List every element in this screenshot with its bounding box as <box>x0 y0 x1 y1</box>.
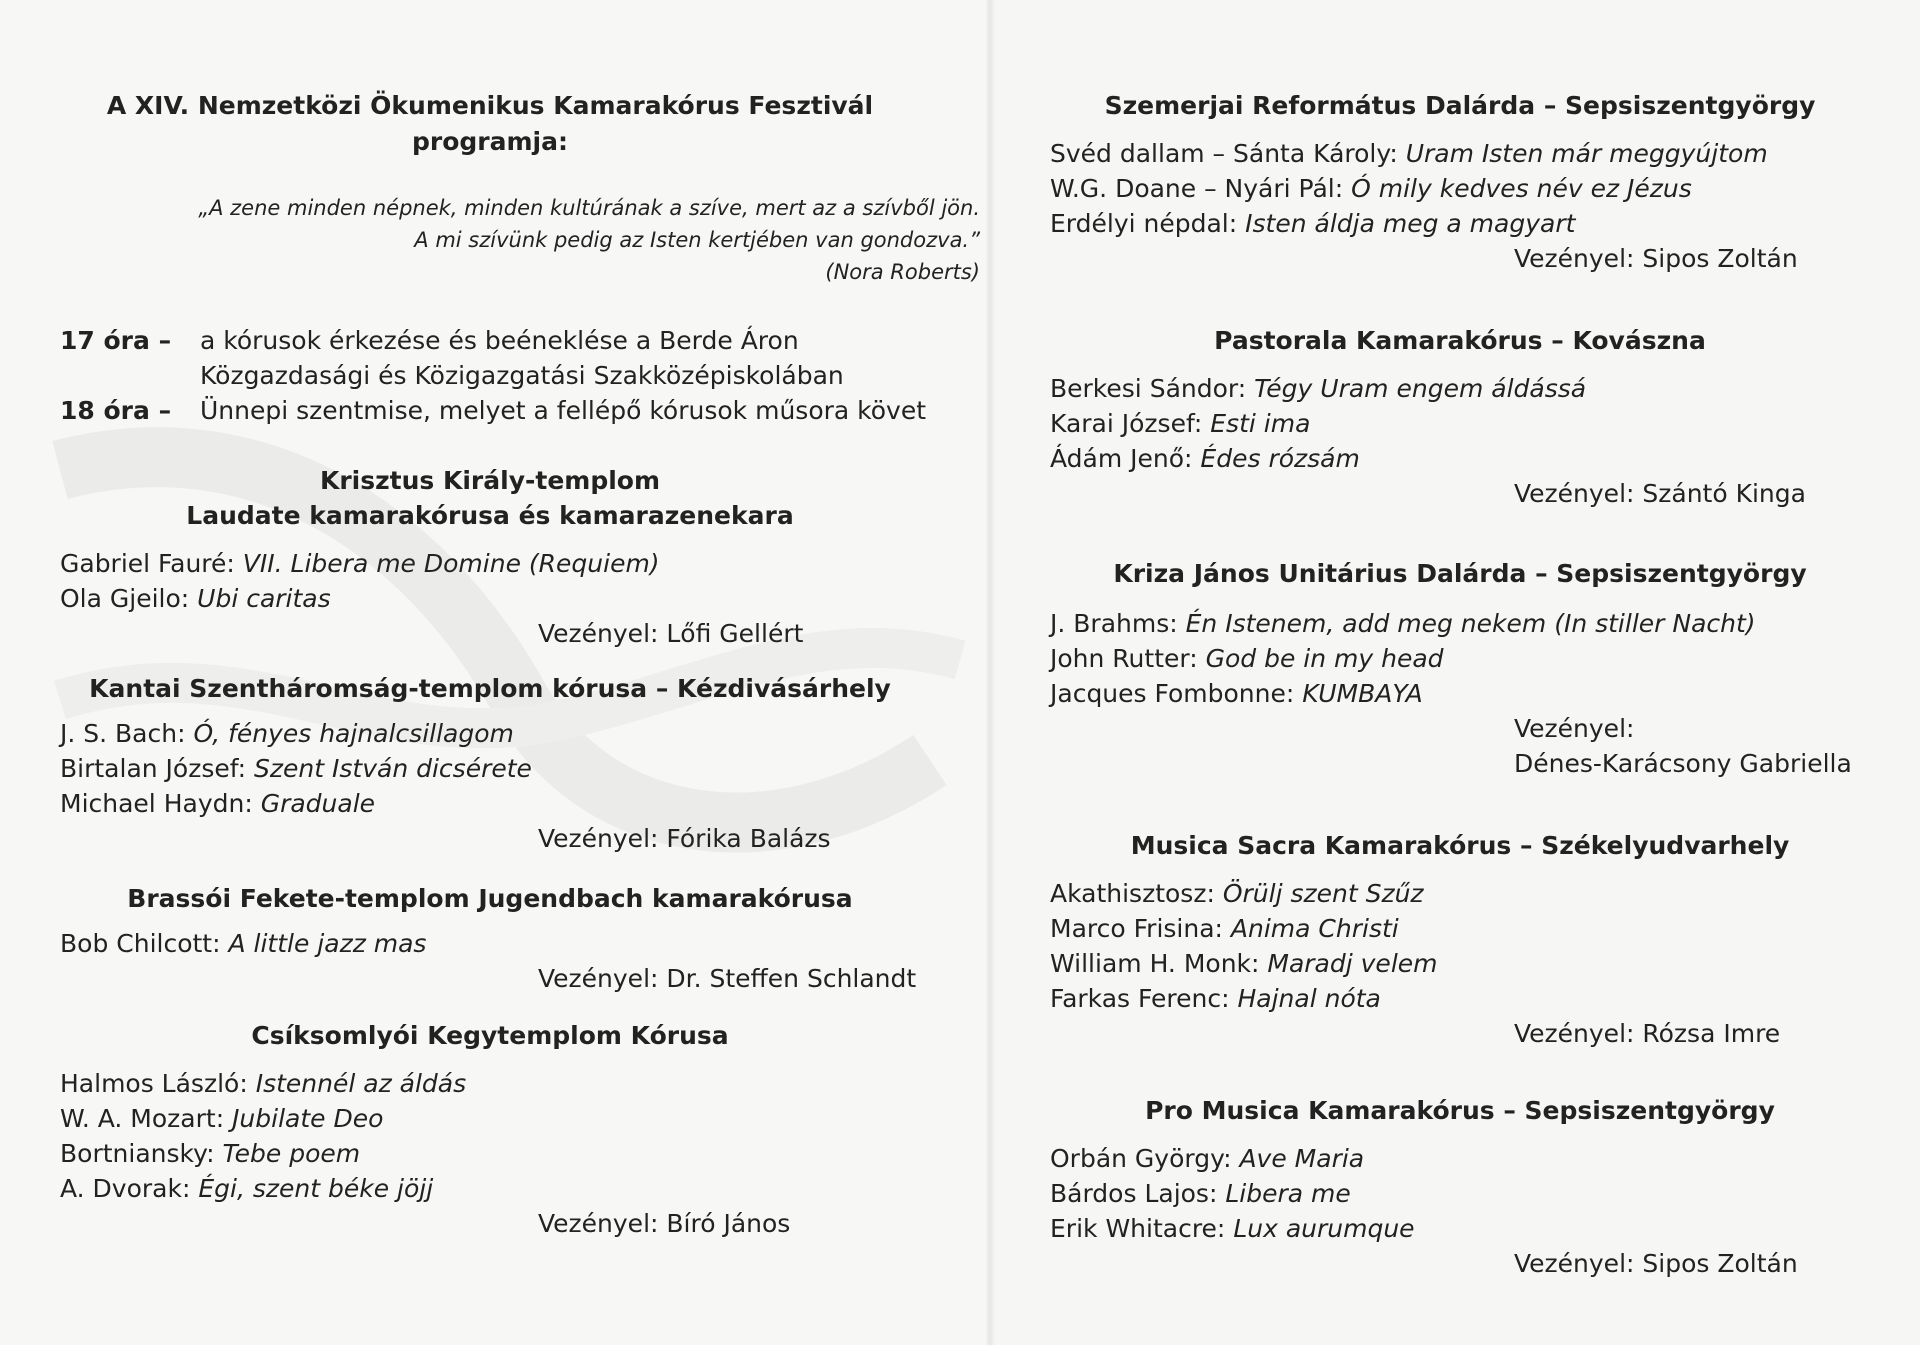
choir-heading: Pastorala Kamarakórus – Kovászna <box>1214 326 1706 355</box>
piece-line <box>1050 1141 1364 1177</box>
piece-line <box>60 1136 360 1172</box>
conductor-name: Dénes-Karácsony Gabriella <box>1514 749 1852 778</box>
choir-heading: Musica Sacra Kamarakórus – Székelyudvarhely <box>1130 831 1790 860</box>
piece-line <box>60 546 660 582</box>
piece-line <box>60 1171 433 1207</box>
choir-heading: Kantai Szentháromság-templom kórusa – Kézdivásárhely <box>89 674 891 703</box>
piece-line <box>1050 641 1444 677</box>
piece-line <box>60 1066 466 1102</box>
choir-heading: Szemerjai Református Dalárda – Sepsiszentgyörgy <box>1104 91 1816 120</box>
composer: Bárdos Lajos: <box>1050 1179 1226 1208</box>
conductor: Vezényel: Bíró János <box>538 1209 791 1238</box>
schedule-time: 17 óra – <box>60 326 172 355</box>
piece-line <box>60 716 514 752</box>
schedule-time: 18 óra – <box>60 396 172 425</box>
schedule-text: Ünnepi szentmise, melyet a fellépő kórusok műsora követ <box>200 396 927 425</box>
work-title: VII. Libera me Domine (Requiem) <box>242 549 660 578</box>
composer: John Rutter: <box>1050 644 1206 673</box>
composer: Gabriel Fauré: <box>60 549 243 578</box>
piece-line <box>1050 606 1756 642</box>
composer: J. Brahms: <box>1050 609 1186 638</box>
work-title: A little jazz mas <box>228 929 427 958</box>
conductor: Vezényel: Sipos Zoltán <box>1514 244 1798 273</box>
conductor: Vezényel: Dr. Steffen Schlandt <box>538 964 917 993</box>
work-title: Ó, fényes hajnalcsillagom <box>193 719 514 748</box>
piece-line <box>1050 946 1438 982</box>
piece-line <box>60 1101 383 1137</box>
piece-line <box>60 751 532 787</box>
composer: Orbán György: <box>1050 1144 1240 1173</box>
work-title: Hajnal nóta <box>1237 984 1381 1013</box>
composer: Karai József: <box>1050 409 1211 438</box>
work-title: Maradj velem <box>1267 949 1438 978</box>
composer: A. Dvorak: <box>60 1174 199 1203</box>
work-title: Ubi caritas <box>197 584 331 613</box>
work-title: Libera me <box>1225 1179 1351 1208</box>
work-title: KUMBAYA <box>1302 679 1423 708</box>
work-title: Uram Isten már meggyújtom <box>1405 139 1768 168</box>
work-title: Örülj szent Szűz <box>1222 879 1424 908</box>
work-title: Jubilate Deo <box>232 1104 384 1133</box>
composer: Akathisztosz: <box>1050 879 1223 908</box>
composer: Michael Haydn: <box>60 789 261 818</box>
program-title: A XIV. Nemzetközi Ökumenikus Kamarakórus Fesztivál <box>106 91 874 120</box>
work-title: Ó mily kedves név ez Jézus <box>1351 174 1692 203</box>
work-title: Égi, szent béke jöjj <box>198 1174 434 1203</box>
piece-line <box>1050 171 1692 207</box>
piece-line <box>1050 406 1310 442</box>
page-fold <box>986 0 994 1345</box>
composer: W.G. Doane – Nyári Pál: <box>1050 174 1352 203</box>
quote-author: (Nora Roberts) <box>825 260 980 284</box>
conductor: Vezényel: Sipos Zoltán <box>1514 1249 1798 1278</box>
work-title: Tégy Uram engem áldássá <box>1254 374 1587 403</box>
composer: W. A. Mozart: <box>60 1104 233 1133</box>
work-title: Ave Maria <box>1239 1144 1365 1173</box>
piece-line <box>1050 1176 1351 1212</box>
composer: Birtalan József: <box>60 754 255 783</box>
composer: Ola Gjeilo: <box>60 584 198 613</box>
work-title: Én Istenem, add meg nekem (In stiller Nacht) <box>1185 609 1756 638</box>
composer: Erdélyi népdal: <box>1050 209 1246 238</box>
quote-line-2: A mi szívünk pedig az Isten kertjében van gondozva.” <box>414 228 980 252</box>
work-title: God be in my head <box>1205 644 1444 673</box>
composer: Berkesi Sándor: <box>1050 374 1255 403</box>
work-title: Graduale <box>260 789 376 818</box>
piece-line <box>1050 136 1768 172</box>
piece-line <box>1050 911 1399 947</box>
composer: Bortniansky: <box>60 1139 223 1168</box>
choir-heading: Pro Musica Kamarakórus – Sepsiszentgyörgy <box>1145 1096 1775 1125</box>
composer: J. S. Bach: <box>60 719 194 748</box>
composer: Jacques Fombonne: <box>1050 679 1303 708</box>
work-title: Szent István dicsérete <box>254 754 532 783</box>
piece-line <box>60 926 426 962</box>
work-title: Lux aurumque <box>1233 1214 1415 1243</box>
schedule-text: a kórusok érkezése és beéneklése a Berde Áron <box>200 326 799 355</box>
schedule-text: Közgazdasági és Közigazgatási Szakközépiskolában <box>200 361 844 390</box>
piece-line <box>1050 981 1381 1017</box>
piece-line <box>1050 676 1423 712</box>
composer: William H. Monk: <box>1050 949 1268 978</box>
work-title: Isten áldja meg a magyart <box>1245 209 1576 238</box>
work-title: Anima Christi <box>1230 914 1399 943</box>
composer: Marco Frisina: <box>1050 914 1231 943</box>
composer: Farkas Ferenc: <box>1050 984 1238 1013</box>
work-title: Édes rózsám <box>1200 444 1360 473</box>
choir-heading: Brassói Fekete-templom Jugendbach kamarakórusa <box>127 884 853 913</box>
piece-line <box>1050 1211 1415 1247</box>
conductor: Vezényel: Szántó Kinga <box>1514 479 1806 508</box>
piece-line <box>1050 371 1586 407</box>
piece-line <box>60 786 375 822</box>
work-title: Tebe poem <box>222 1139 361 1168</box>
quote-line-1: „A zene minden népnek, minden kultúrának a szíve, mert az a szívből jön. <box>198 196 980 220</box>
conductor: Vezényel: <box>1514 714 1635 743</box>
choir-heading: Laudate kamarakórusa és kamarazenekara <box>186 501 794 530</box>
piece-line <box>1050 206 1575 242</box>
piece-line <box>1050 441 1360 477</box>
composer: Erik Whitacre: <box>1050 1214 1234 1243</box>
schedule-row <box>60 393 171 428</box>
choir-heading: Csíksomlyói Kegytemplom Kórusa <box>251 1021 729 1050</box>
composer: Halmos László: <box>60 1069 256 1098</box>
composer: Ádám Jenő: <box>1050 444 1201 473</box>
choir-heading: Krisztus Király-templom <box>319 466 661 495</box>
conductor: Vezényel: Rózsa Imre <box>1514 1019 1781 1048</box>
piece-line <box>1050 876 1424 912</box>
conductor: Vezényel: Fórika Balázs <box>538 824 831 853</box>
work-title: Esti ima <box>1210 409 1311 438</box>
piece-line <box>60 581 331 617</box>
work-title: Istennél az áldás <box>255 1069 467 1098</box>
conductor: Vezényel: Lőfi Gellért <box>538 619 804 648</box>
composer: Bob Chilcott: <box>60 929 229 958</box>
composer: Svéd dallam – Sánta Károly: <box>1050 139 1406 168</box>
program-title-line2: programja: <box>412 127 568 156</box>
schedule-row <box>60 323 171 358</box>
choir-heading: Kriza János Unitárius Dalárda – Sepsiszentgyörgy <box>1113 559 1807 588</box>
